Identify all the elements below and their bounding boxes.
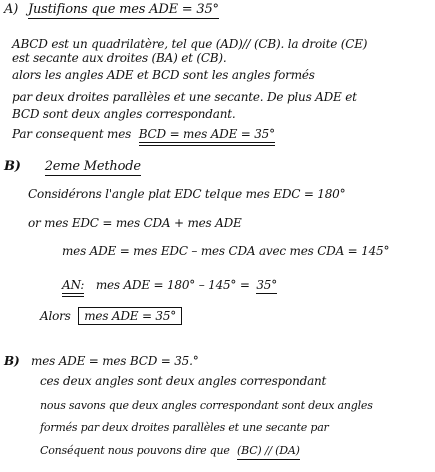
section-a-line-1: ABCD est un quadrilatère, tel que (AD)// (CB). la droite (CE) (12, 37, 368, 51)
section-a-line-5: BCD sont deux angles correspondant. (12, 107, 236, 121)
section-a-conclusion: Par consequent mes BCD = mes ADE = 35° (12, 127, 275, 141)
method-heading-underline (45, 175, 141, 176)
method-final-line: Alors mes ADE = 35° (40, 307, 182, 325)
an-expression: mes ADE = 180° – 145° = (95, 278, 250, 292)
section-b-heading: 2eme Methode (44, 159, 141, 174)
section-a-heading: Justifions que mes ADE = 35° (28, 2, 219, 17)
section-a-line-3: alors les angles ADE et BCD sont les angles formés (12, 68, 315, 82)
section-b-marker: B) (4, 159, 21, 174)
section-b3-line-2: ces deux angles sont deux angles correspondant (40, 374, 327, 388)
section-b3-line-1: B) mes ADE = mes BCD = 35.° (4, 354, 199, 368)
an-label: AN: (62, 278, 84, 292)
section-a-conclusion-underlined: BCD = mes ADE = 35° (139, 127, 275, 141)
section-a-line-2: est secante aux droites (BA) et (CB). (12, 51, 227, 65)
heading-wavy-underline (28, 18, 219, 19)
section-a-marker: A) (4, 2, 19, 17)
method-final-boxed: mes ADE = 35° (78, 307, 182, 325)
an-result: 35° (256, 278, 277, 292)
section-b3-final: (BC) // (DA) (237, 444, 300, 458)
method-line-3: mes ADE = mes EDC – mes CDA avec mes CDA = 145° (62, 244, 390, 258)
section-a-heading-line (4, 3, 219, 17)
method-line-1: Considérons l'angle plat EDC telque mes EDC = 180° (28, 187, 346, 201)
section-b3-line-4: formés par deux droites parallèles et une secante par (40, 421, 329, 434)
section-a-line-4: par deux droites parallèles et une secante. De plus ADE et (12, 90, 357, 104)
section-b3-line-3: nous savons que deux angles correspondant sont deux angles (40, 399, 373, 412)
section-b3-marker: B) (4, 354, 20, 368)
method-line-2: or mes EDC = mes CDA + mes ADE (28, 216, 242, 230)
an-line (62, 278, 277, 292)
section-b3-line-5: Conséquent nous pouvons dire que (BC) // (DA) (40, 444, 300, 458)
section-b-heading-line (4, 160, 141, 174)
